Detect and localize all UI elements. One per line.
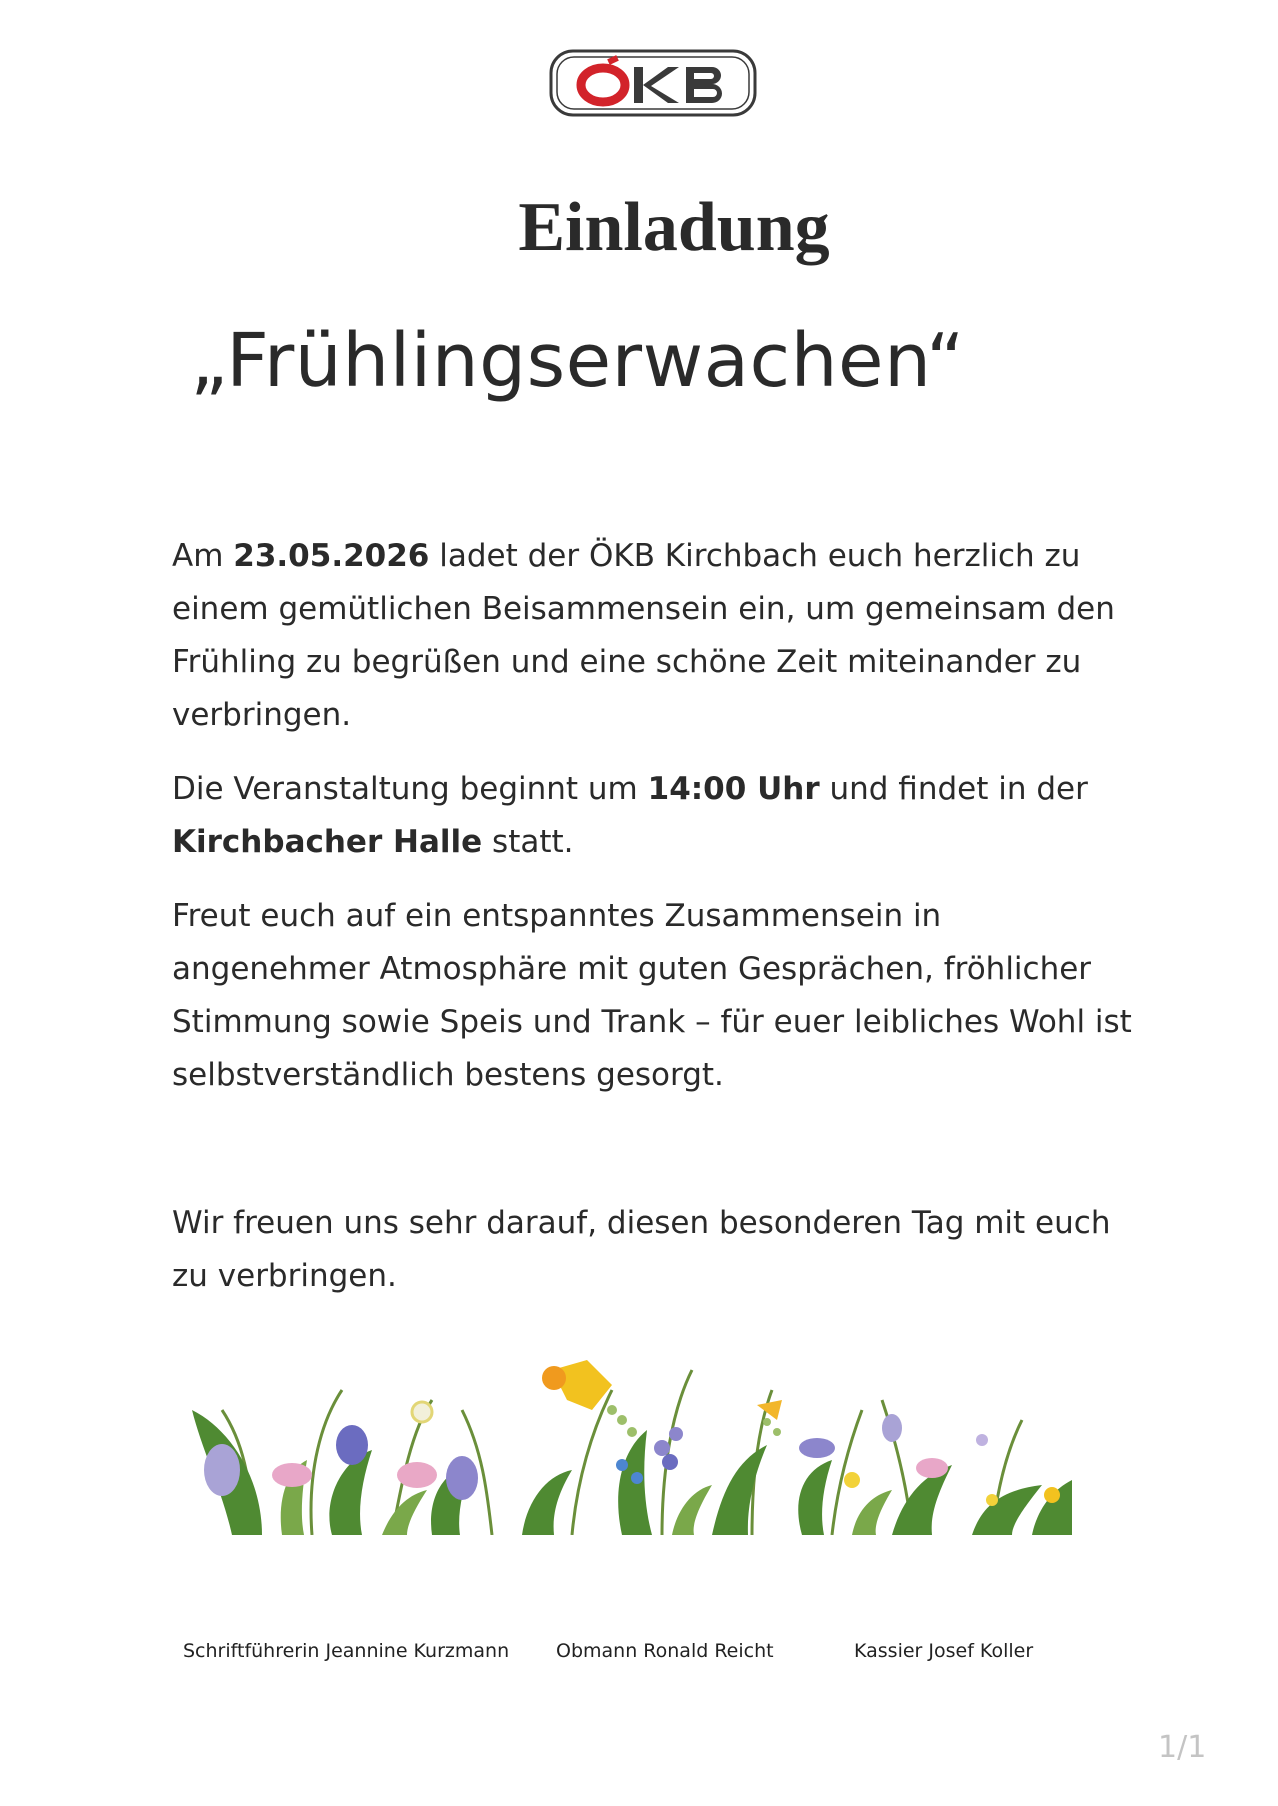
signature-secretary: Schriftführerin Jeannine Kurzmann: [183, 1640, 510, 1662]
page-indicator: 1/1: [1158, 1730, 1207, 1765]
event-location: Kirchbacher Halle: [172, 824, 483, 860]
event-date: 23.05.2026: [233, 538, 430, 574]
intro-text-a: Am: [172, 538, 234, 574]
time-text-a: Die Veranstaltung beginnt um: [172, 771, 648, 807]
time-text-e: statt.: [482, 824, 574, 860]
signature-chairman: Obmann Ronald Reicht: [556, 1640, 774, 1662]
spring-flowers-illustration: [192, 1350, 1072, 1535]
signature-treasurer: Kassier Josef Koller: [854, 1640, 1034, 1662]
closing-paragraph: Wir freuen uns sehr darauf, diesen besonderen Tag mit euch zu verbringen.: [172, 1205, 1111, 1294]
event-time: 14:00 Uhr: [647, 771, 820, 807]
time-text-c: und findet in der: [819, 771, 1088, 807]
okb-logo: [548, 48, 758, 118]
intro-paragraph: [172, 530, 1132, 742]
page-title: Einladung: [518, 189, 830, 266]
description-paragraph: Freut euch auf ein entspanntes Zusammensein in angenehmer Atmosphäre mit guten Gesprächen, fröhlicher Stimmung sowie Speis und Trank – für euer leibliches Wohl ist selbstverständlich bestens gesorgt.: [172, 898, 1132, 1093]
time-location-paragraph: [172, 763, 1132, 869]
intro-text-c: ladet der ÖKB Kirchbach euch herzlich zu einem gemütlichen Beisammensein ein, um gemeinsam den Frühling zu begrüßen und eine schöne Zeit miteinander zu verbringen.: [172, 538, 1115, 733]
event-name: „Frühlingserwachen“: [190, 318, 965, 404]
